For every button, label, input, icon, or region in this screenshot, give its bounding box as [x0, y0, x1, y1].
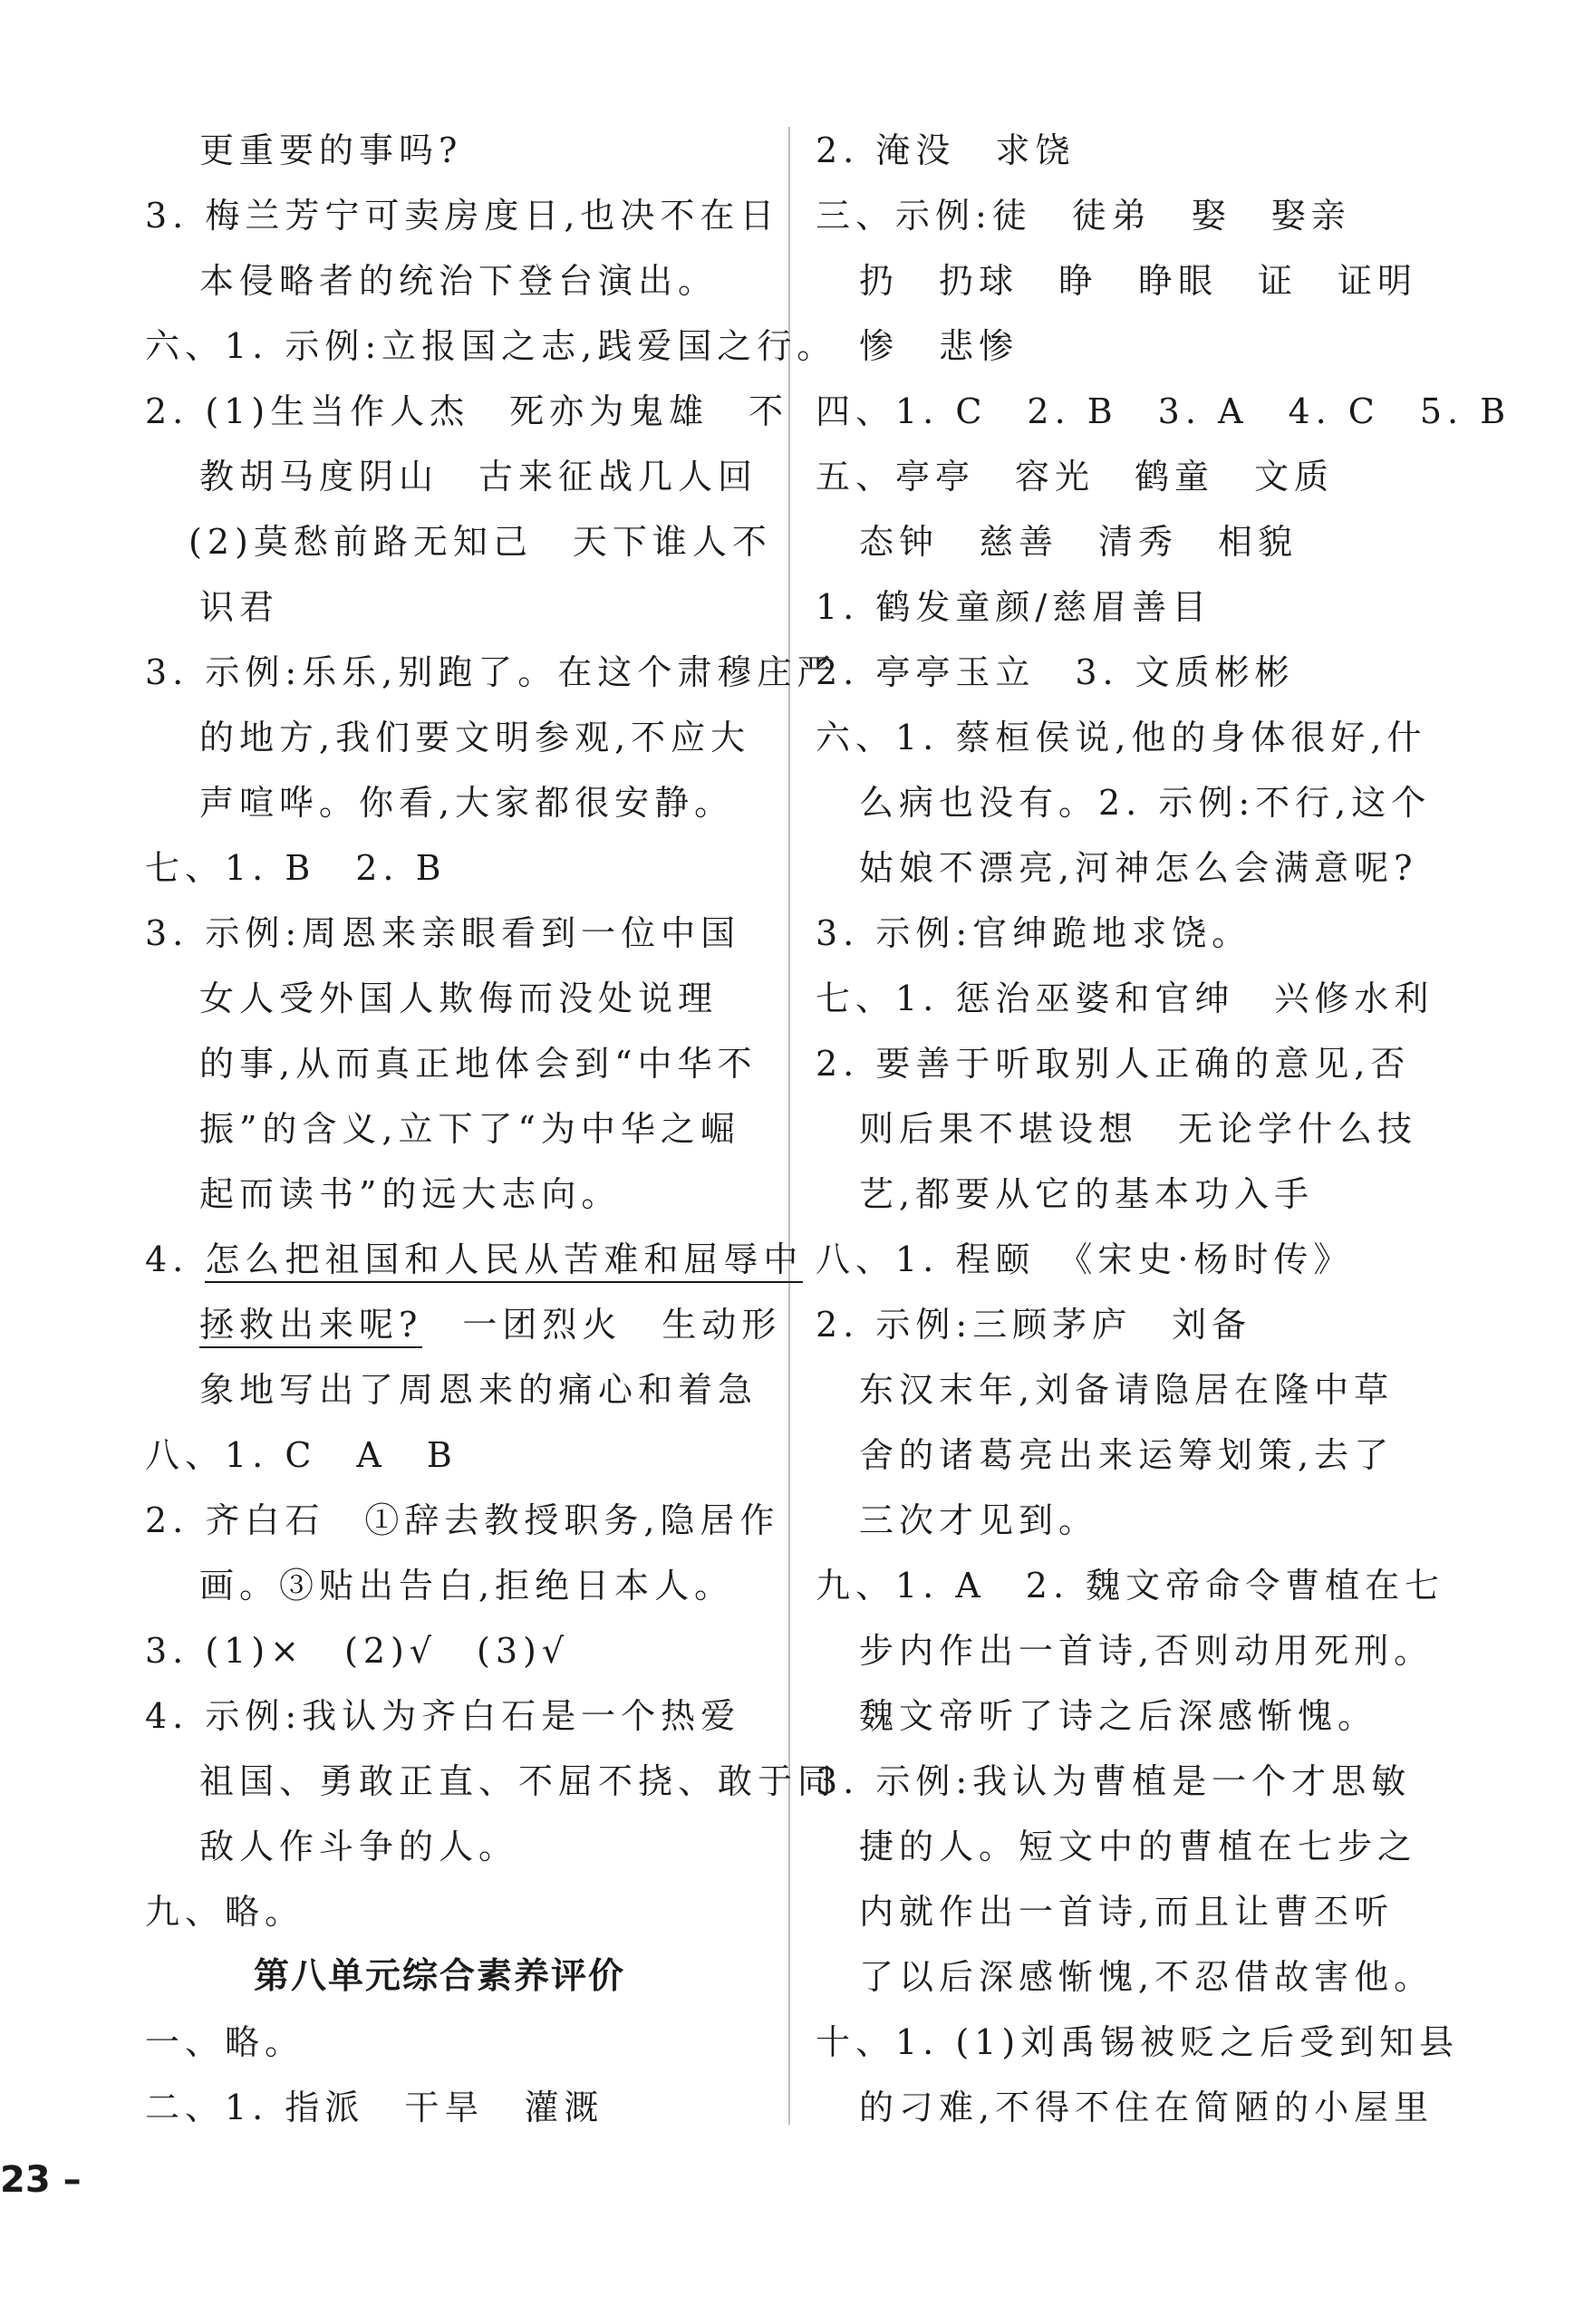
answer-line: 惨 悲惨 — [859, 326, 1019, 366]
answer-line: 更重要的事吗? — [199, 130, 463, 170]
answer-line: 的刁难,不得不住在简陋的小屋里 — [859, 2088, 1434, 2127]
answer-line: 七、1. 惩治巫婆和官绅 兴修水利 — [816, 979, 1434, 1018]
answer-line: 象地写出了周恩来的痛心和着急 — [199, 1370, 758, 1410]
answer-line: 2. (1)生当作人杰 死亦为鬼雄 不 — [145, 391, 789, 431]
answer-line: 六、1. 示例:立报国之志,践爱国之行。 — [145, 326, 837, 366]
answer-line: 2. 淹没 求饶 — [816, 130, 1076, 170]
answer-line: 六、1. 蔡桓侯说,他的身体很好,什 — [816, 718, 1427, 757]
answer-line: 2. 亭亭玉立 3. 文质彬彬 — [816, 652, 1295, 692]
answer-line: 3. 示例:乐乐,别跑了。在这个肃穆庄严 — [145, 652, 837, 692]
underlined-sentence: 拯救出来呢? — [199, 1305, 422, 1348]
answer-line: 敌人作斗争的人。 — [199, 1827, 519, 1866]
answer-line: 本侵略者的统治下登台演出。 — [199, 261, 719, 301]
answer-line: 3. 梅兰芳宁可卖房度日,也决不在日 — [145, 196, 780, 236]
answer-line: 十、1. (1)刘禹锡被贬之后受到知县 — [816, 2022, 1460, 2062]
answer-line: 4. 示例:我认为齐白石是一个热爱 — [145, 1696, 741, 1736]
answer-line: 女人受外国人欺侮而没处说理 — [199, 979, 719, 1018]
answer-line: 则后果不堪设想 无论学什么技 — [859, 1109, 1418, 1149]
answer-line: 三次才见到。 — [859, 1500, 1099, 1540]
answer-line: 态钟 慈善 清秀 相貌 — [859, 522, 1299, 562]
answer-line: 魏文帝听了诗之后深感惭愧。 — [859, 1696, 1378, 1736]
column-divider — [788, 127, 790, 2125]
answer-line: 2. 齐白石 ①辞去教授职务,隐居作 — [145, 1500, 780, 1540]
answer-line-q4 — [199, 1292, 781, 1357]
page-number: 23 – — [0, 2159, 82, 2201]
answer-line: 声喧哗。你看,大家都很安静。 — [199, 783, 735, 823]
answer-line: 1. 鹤发童颜/慈眉善目 — [816, 587, 1212, 627]
answer-line: 步内作出一首诗,否则动用死刑。 — [859, 1631, 1434, 1671]
answer-line: 九、1. A 2. 魏文帝命令曹植在七 — [816, 1566, 1445, 1606]
answer-line: 振”的含义,立下了“为中华之崛 — [199, 1109, 740, 1149]
answer-line: 东汉末年,刘备请隐居在隆中草 — [859, 1370, 1395, 1410]
answer-line: 八、1. C A B — [145, 1435, 458, 1475]
answer-line: 3. 示例:我认为曹植是一个才思敏 — [816, 1761, 1412, 1801]
answer-line: 3. (1)× (2)√ (3)√ — [145, 1631, 570, 1671]
answer-line: 3. 示例:周恩来亲眼看到一位中国 — [145, 913, 741, 953]
answer-line: 二、1. 指派 干旱 灌溉 — [145, 2088, 604, 2127]
answer-line: 九、略。 — [145, 1892, 305, 1932]
answer-line: 祖国、勇敢正直、不屈不挠、敢于同 — [199, 1761, 838, 1801]
answer-line: 的地方,我们要文明参观,不应大 — [199, 718, 751, 757]
answer-line: 教胡马度阴山 古来征战几人回 — [199, 457, 758, 497]
answer-line: 内就作出一首诗,而且让曹丕听 — [859, 1892, 1395, 1932]
answer-line: 捷的人。短文中的曹植在七步之 — [859, 1827, 1418, 1866]
answer-line: 画。③贴出告白,拒绝日本人。 — [199, 1566, 735, 1606]
answer-line: 扔 扔球 睁 睁眼 证 证明 — [859, 261, 1418, 301]
answer-line: 2. 示例:三顾茅庐 刘备 — [816, 1305, 1252, 1345]
answer-line: 三、示例:徒 徒弟 娶 娶亲 — [816, 196, 1351, 236]
answer-line: 五、亭亭 容光 鹤童 文质 — [816, 457, 1335, 497]
answer-line: 的事,从而真正地体会到“中华不 — [199, 1044, 758, 1084]
section-title: 第八单元综合素养评价 — [254, 1956, 626, 1997]
answer-line-q4 — [145, 1227, 803, 1292]
answer-line: 识君 — [199, 587, 280, 627]
answer-line: 起而读书”的远大志向。 — [199, 1174, 622, 1214]
answer-line: 四、1. C 2. B 3. A 4. C 5. B — [816, 391, 1512, 431]
underlined-sentence: 怎么把祖国和人民从苦难和屈辱中 — [205, 1239, 803, 1283]
question-number: 4. — [145, 1239, 206, 1279]
answer-line: 么病也没有。2. 示例:不行,这个 — [859, 783, 1432, 823]
answer-text: 一团烈火 生动形 — [422, 1305, 782, 1345]
answer-line: 七、1. B 2. B — [145, 848, 447, 888]
answer-line: 了以后深感惭愧,不忍借故害他。 — [859, 1957, 1434, 1997]
answer-line: 艺,都要从它的基本功入手 — [859, 1174, 1315, 1214]
answer-line: 姑娘不漂亮,河神怎么会满意呢? — [859, 848, 1418, 888]
answer-line: 2. 要善于听取别人正确的意见,否 — [816, 1044, 1411, 1084]
answer-line: 舍的诸葛亮出来运筹划策,去了 — [859, 1435, 1395, 1475]
answer-line: 八、1. 程颐 《宋史·杨时传》 — [816, 1239, 1354, 1279]
answer-line: 一、略。 — [145, 2022, 305, 2062]
answer-line: (2)莫愁前路无知己 天下谁人不 — [188, 522, 772, 562]
answer-line: 3. 示例:官绅跪地求饶。 — [816, 913, 1252, 953]
